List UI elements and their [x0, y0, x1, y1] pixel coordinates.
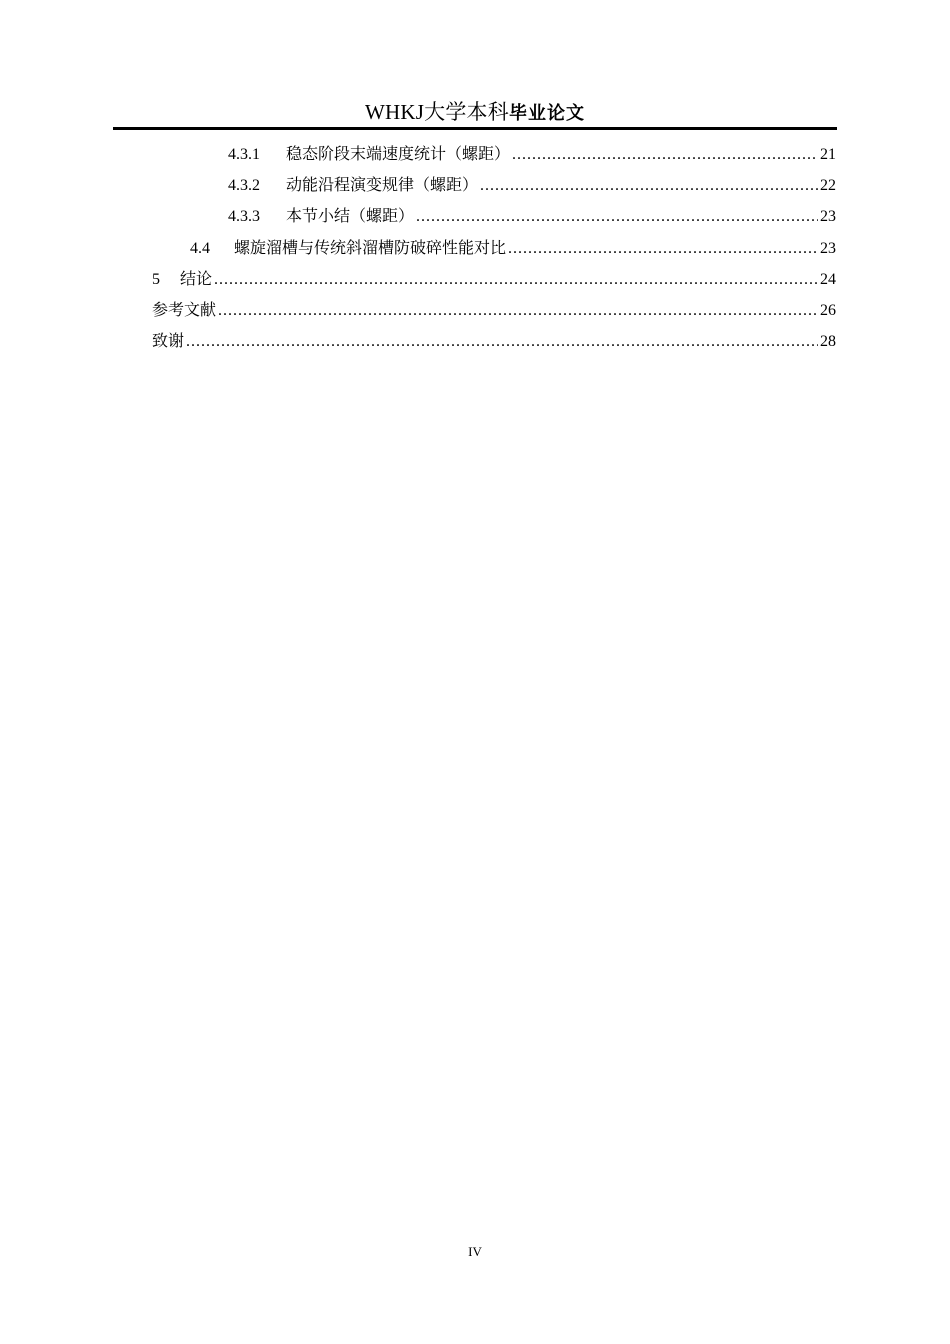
- header-rule: [113, 127, 837, 130]
- toc-entry-4-3-2[interactable]: [228, 175, 836, 197]
- toc-dot-leader: [186, 331, 818, 353]
- toc-entry-acknowledgements[interactable]: [152, 331, 836, 353]
- toc-entry-title: 本节小结（螺距）: [286, 208, 415, 225]
- toc-entry-page: 24: [820, 271, 836, 288]
- toc-dot-leader: [508, 238, 818, 260]
- toc-entry-number: 4.3.1: [228, 146, 260, 163]
- toc-entry-page: 28: [820, 333, 836, 350]
- toc-entry-4-4[interactable]: [190, 238, 836, 260]
- toc-dot-leader: [416, 206, 818, 228]
- toc-entry-references[interactable]: [152, 300, 836, 322]
- toc-entry-title: 结论: [180, 271, 213, 288]
- toc-dot-leader: [512, 144, 818, 166]
- toc-dot-leader: [218, 300, 818, 322]
- toc-entry-title: 致谢: [152, 333, 185, 350]
- toc-entry-title: 动能沿程演变规律（螺距）: [286, 177, 479, 194]
- toc-entry-page: 22: [820, 177, 836, 194]
- toc-entry-5[interactable]: [152, 269, 836, 291]
- header-university: WHKJ大学本科: [365, 100, 509, 124]
- toc-entry-number: 5: [152, 271, 160, 288]
- toc-entry-4-3-3[interactable]: [228, 206, 836, 228]
- toc-dot-leader: [480, 175, 818, 197]
- toc-entry-number: 4.4: [190, 240, 210, 257]
- toc-entry-title: 螺旋溜槽与传统斜溜槽防破碎性能对比: [234, 240, 507, 257]
- header-thesis-label: 毕业论文: [508, 103, 585, 124]
- toc-entry-number: 4.3.3: [228, 208, 260, 225]
- page-header: [113, 96, 837, 126]
- page-number: IV: [468, 1244, 482, 1259]
- toc-entry-page: 26: [820, 302, 836, 319]
- toc-entry-4-3-1[interactable]: [228, 144, 836, 166]
- toc-dot-leader: [214, 269, 818, 291]
- toc-entry-number: 4.3.2: [228, 177, 260, 194]
- toc-entry-title: 稳态阶段末端速度统计（螺距）: [286, 146, 511, 163]
- toc-entry-page: 23: [820, 208, 836, 225]
- toc-entry-page: 21: [820, 146, 836, 163]
- toc-entry-title: 参考文献: [152, 302, 217, 319]
- toc-entry-page: 23: [820, 240, 836, 257]
